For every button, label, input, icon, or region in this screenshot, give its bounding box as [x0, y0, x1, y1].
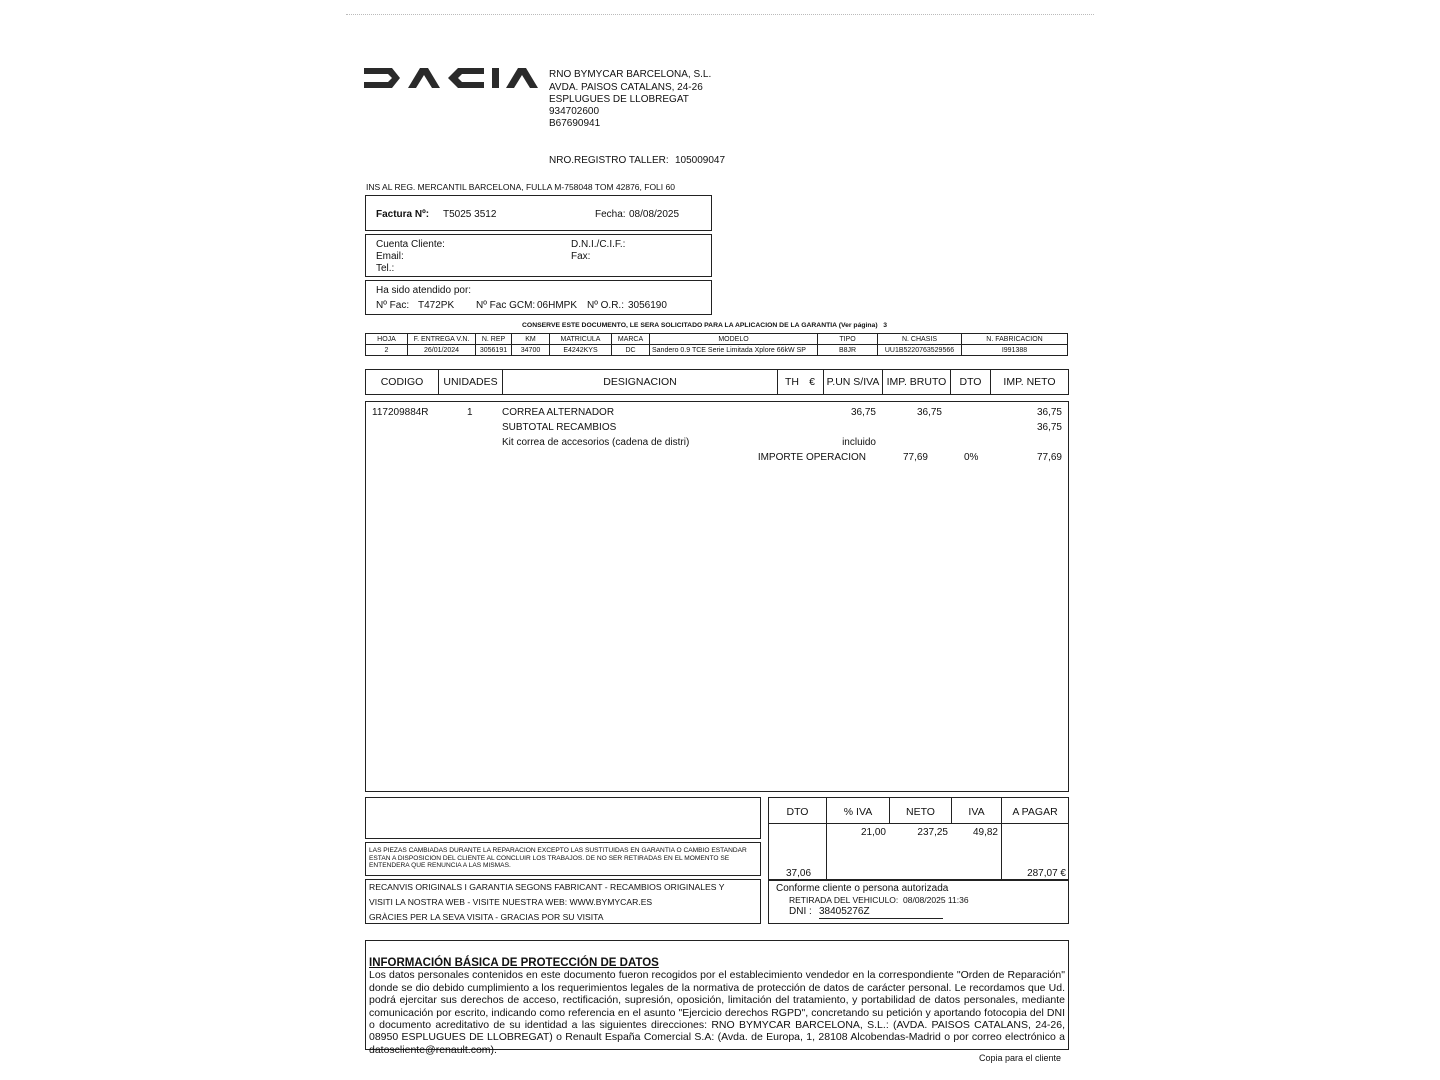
- vehicle-value-cell: B8JR: [818, 345, 878, 356]
- registro-value: 105009047: [675, 155, 726, 166]
- vehicle-value-cell: I991388: [962, 345, 1068, 356]
- warranty-notice: [522, 322, 887, 330]
- line-dto: 0%: [964, 452, 979, 463]
- col-header-unidades: UNIDADES: [443, 376, 498, 388]
- totals-header-rule: [768, 823, 1069, 824]
- vehicle-header-cell: KM: [512, 334, 550, 345]
- vehicle-header-row: [366, 334, 1068, 345]
- registro-label: NRO.REGISTRO TALLER:: [549, 155, 669, 166]
- privacy-section: [369, 957, 1065, 1056]
- client-fax-label: Fax:: [571, 251, 591, 262]
- conformity-label: Conforme cliente o persona autorizada: [776, 883, 949, 894]
- vehicle-value-cell: UU1B5220763529566: [878, 345, 962, 356]
- totals-header-dto: DTO: [786, 806, 809, 818]
- client-dni-label: D.N.I./C.I.F.:: [571, 239, 626, 250]
- line-pun: 36,75: [850, 407, 876, 418]
- nfac-value: T472PK: [418, 300, 455, 311]
- retirada-value: 08/08/2025 11:36: [903, 895, 969, 905]
- col-header-th: TH: [785, 376, 799, 388]
- vehicle-header-cell: N. REP: [476, 334, 512, 345]
- copy-label: Copia para el cliente: [979, 1053, 1062, 1063]
- nfac-label: Nº Fac:: [376, 300, 410, 311]
- invoice-date: 08/08/2025: [629, 209, 680, 220]
- header-divider: [777, 369, 778, 395]
- col-header-designacion: DESIGNACION: [603, 376, 677, 388]
- client-email-label: Email:: [376, 251, 404, 262]
- company-name: RNO BYMYCAR BARCELONA, S.L.: [549, 69, 712, 80]
- vehicle-header-cell: MATRICULA: [550, 334, 612, 345]
- footer-msg-3: GRÀCIES PER LA SEVA VISITA - GRACIAS POR SU VISITA: [369, 912, 604, 922]
- vehicle-header-cell: TIPO: [818, 334, 878, 345]
- line-neto: 77,69: [1036, 452, 1062, 463]
- line-designacion: SUBTOTAL RECAMBIOS: [502, 422, 617, 433]
- retirada-line: [789, 895, 969, 905]
- line-bruto: 77,69: [902, 452, 928, 463]
- col-header-neto: IMP. NETO: [1003, 376, 1056, 388]
- totals-iva: 49,82: [972, 827, 998, 838]
- vehicle-value-cell: E4242KYS: [550, 345, 612, 356]
- invoice-number: T5025 3512: [443, 209, 497, 220]
- dni-label: DNI :: [789, 906, 812, 917]
- company-cif: B67690941: [549, 118, 601, 129]
- warranty-page: 3: [883, 322, 888, 329]
- observations-box: [365, 797, 761, 839]
- line-designacion: CORREA ALTERNADOR: [502, 407, 615, 418]
- attended-label: Ha sido atendido por:: [376, 285, 472, 296]
- line-designacion: Kit correa de accesorios (cadena de distri): [502, 437, 690, 448]
- mercantil-registry: INS AL REG. MERCANTIL BARCELONA, FULLA M-758048 TOM 42876, FOLI 60: [366, 182, 675, 192]
- vehicle-value-cell: DC: [612, 345, 650, 356]
- company-phone: 934702600: [549, 106, 600, 117]
- line-pun: incluido: [842, 437, 876, 448]
- line-neto: 36,75: [1036, 407, 1062, 418]
- vehicle-header-cell: N. FABRICACION: [962, 334, 1068, 345]
- line-designacion: IMPORTE OPERACION: [757, 452, 866, 463]
- col-header-pun: P.UN S/IVA: [826, 376, 880, 388]
- totals-dto: 37,06: [786, 868, 812, 879]
- totals-piva: 21,00: [860, 827, 886, 838]
- line-bruto: 36,75: [916, 407, 942, 418]
- or-value: 3056190: [628, 300, 667, 311]
- vehicle-value-cell: 34700: [512, 345, 550, 356]
- col-header-codigo: CODIGO: [380, 376, 424, 388]
- gcm-label: Nº Fac GCM:: [476, 300, 536, 311]
- totals-header-iva: IVA: [968, 806, 985, 818]
- client-account-label: Cuenta Cliente:: [376, 239, 445, 250]
- privacy-text: Los datos personales contenidos en este documento fueron recogidos por el establecimiento vendedor en la correspondiente "Orden de Reparación" donde se dio debido cumplimiento a los requerimientos legales de la normativa de protección de datos de carácter personal. Le recordamos que Ud. podrá ejercitar sus derechos de acceso, rectificación, supresión, oposición, limitación del tratamiento, y portabilidad de datos personales, mediante comunicación por escrito, indicando como referencia en el asunto "Ejercicio derechos RGPD", concretando su petición y aportando fotocopia del DNI o documento acreditativo de su identidad a las siguientes direcciones: RNO BYMYCAR BARCELONA, S.L.: (AVDA. PAISOS CATALANS, 24-26, 08950 ESPLUGUES DE LLOBREGAT) o Renault España Comercial S.A: (Avda. de Europa, 1, 28108 Alcobendas-Madrid o por correo electrónico a datoscliente@renault.com).: [369, 969, 1065, 1056]
- dni-value: 38405276Z: [819, 906, 943, 919]
- vehicle-value-row: [366, 345, 1068, 356]
- retirada-label: RETIRADA DEL VEHICULO:: [789, 895, 899, 905]
- vehicle-header-cell: MARCA: [612, 334, 650, 345]
- totals-pagar: 287,07 €: [1027, 868, 1066, 879]
- col-header-dto: DTO: [959, 376, 982, 388]
- line-codigo: 117209884R: [372, 407, 429, 418]
- vehicle-table: [365, 333, 1068, 356]
- col-header-eur: €: [809, 376, 815, 388]
- vehicle-value-cell: 2: [366, 345, 408, 356]
- or-label: Nº O.R.:: [587, 300, 624, 311]
- line-unidades: 1: [467, 407, 473, 418]
- warranty-notice-text: CONSERVE ESTE DOCUMENTO, LE SERA SOLICITADO PARA LA APLICACION DE LA GARANTIA (Ver página): [522, 322, 878, 329]
- totals-header-piva: % IVA: [843, 806, 873, 818]
- vehicle-value-cell: Sandero 0.9 TCE Serie Limitada Xplore 66kW SP: [650, 345, 818, 356]
- page-top-rule: [346, 14, 1094, 15]
- footer-msg-2: VISITI LA NOSTRA WEB - VISITE NUESTRA WEB: WWW.BYMYCAR.ES: [369, 897, 653, 907]
- invoice-number-label: Factura Nº:: [376, 209, 430, 220]
- dacia-logo: [364, 66, 540, 90]
- col-header-bruto: IMP. BRUTO: [886, 376, 947, 388]
- footer-msg-1: RECANVIS ORIGINALS I GARANTIA SEGONS FABRICANT - RECAMBIOS ORIGINALES Y: [369, 882, 725, 892]
- vehicle-value-cell: 3056191: [476, 345, 512, 356]
- company-address: AVDA. PAISOS CATALANS, 24-26: [549, 82, 703, 93]
- vehicle-header-cell: HOJA: [366, 334, 408, 345]
- client-phone-label: Tel.:: [376, 263, 395, 274]
- vehicle-header-cell: MODELO: [650, 334, 818, 345]
- company-city: ESPLUGUES DE LLOBREGAT: [549, 94, 689, 105]
- vehicle-header-cell: F. ENTREGA V.N.: [408, 334, 476, 345]
- totals-header-pagar: A PAGAR: [1012, 806, 1058, 818]
- totals-header-neto: NETO: [906, 806, 935, 818]
- totals-neto: 237,25: [917, 827, 948, 838]
- invoice-date-label: Fecha:: [595, 209, 626, 220]
- parts-notice: LAS PIEZAS CAMBIADAS DURANTE LA REPARACION EXCEPTO LAS SUSTITUIDAS EN GARANTIA O CAMBIO ESTANDAR ESTAN A DISPOSICION DEL CLIENTE AL CONCLUIR LOS TRABAJOS. DE NO SER RETIRADAS EN EL MOMENTO SE ENTENDERA QUE RENUNCIA A LAS MISMAS.: [369, 847, 747, 870]
- gcm-value: 06HMPK: [537, 300, 578, 311]
- vehicle-value-cell: 26/01/2024: [408, 345, 476, 356]
- privacy-title: INFORMACIÓN BÁSICA DE PROTECCIÓN DE DATOS: [369, 957, 659, 969]
- vehicle-header-cell: N. CHASIS: [878, 334, 962, 345]
- line-neto: 36,75: [1036, 422, 1062, 433]
